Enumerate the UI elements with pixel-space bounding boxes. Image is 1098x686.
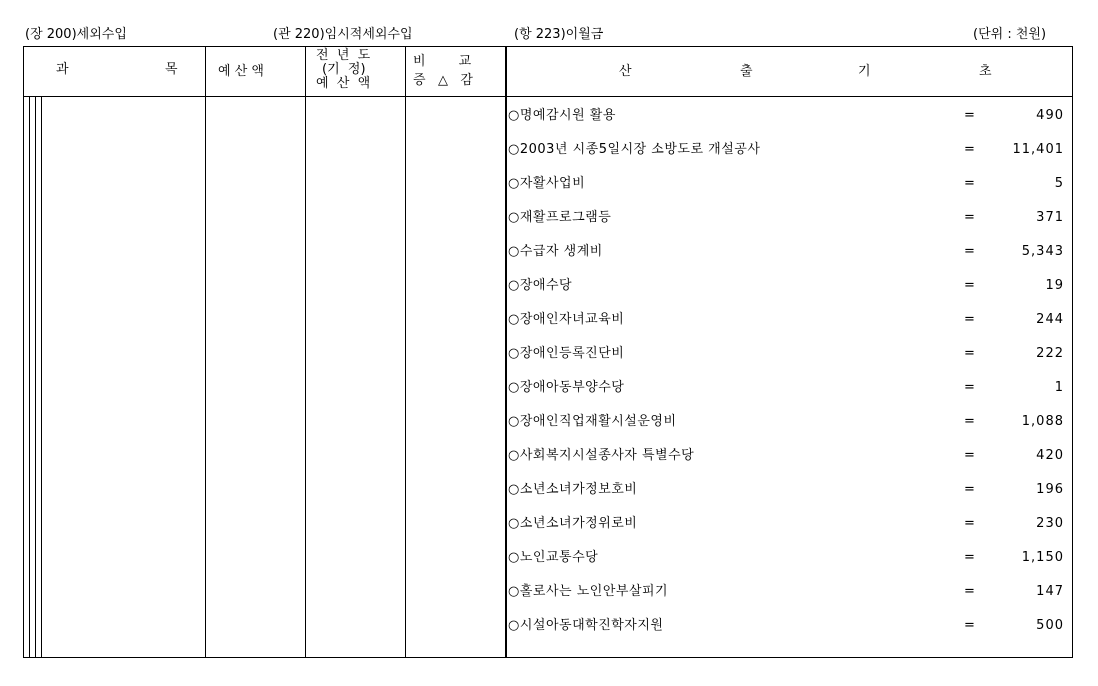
col-divider-4 <box>505 47 507 657</box>
jang-caption: (장 200)세외수입 <box>25 27 127 42</box>
row-eq: = <box>964 278 975 293</box>
col-divider-1 <box>205 47 206 657</box>
row-eq: = <box>964 244 975 259</box>
unit-caption: (단위 : 천원) <box>973 27 1047 42</box>
table-row <box>508 371 1068 405</box>
header-divider <box>24 96 1072 97</box>
header-basis-1: 산 <box>619 64 632 79</box>
row-amount: 230 <box>1036 516 1064 531</box>
hang-caption: (항 223)이월금 <box>514 27 604 42</box>
row-amount: 1 <box>1054 380 1064 395</box>
table-row <box>508 133 1068 167</box>
row-eq: = <box>964 346 975 361</box>
row-amount: 147 <box>1036 584 1064 599</box>
row-desc: ○시설아동대학진학자지원 <box>508 618 664 633</box>
table-row <box>508 201 1068 235</box>
table-row <box>508 303 1068 337</box>
header-prev-year-2: (기 정) <box>322 62 366 77</box>
row-amount: 1,088 <box>1021 414 1064 429</box>
table-row <box>508 609 1068 643</box>
row-amount: 5 <box>1054 176 1064 191</box>
budget-table <box>23 46 1073 658</box>
row-desc: ○자활사업비 <box>508 176 586 191</box>
row-desc: ○장애인직업재활시설운영비 <box>508 414 677 429</box>
row-desc: ○노인교통수당 <box>508 550 599 565</box>
row-amount: 371 <box>1036 210 1064 225</box>
header-prev-year-3: 예 산 액 <box>316 76 371 91</box>
header-compare-2: 증 △ 감 <box>413 73 473 88</box>
col-divider-2 <box>305 47 306 657</box>
table-row <box>508 541 1068 575</box>
row-desc: ○장애인자녀교육비 <box>508 312 625 327</box>
row-eq: = <box>964 482 975 497</box>
row-desc: ○소년소녀가정보호비 <box>508 482 638 497</box>
header-budget: 예 산 액 <box>218 64 264 79</box>
table-row <box>508 99 1068 133</box>
row-desc: ○장애아동부양수당 <box>508 380 625 395</box>
row-desc: ○명예감시원 활용 <box>508 108 616 123</box>
row-amount: 244 <box>1036 312 1064 327</box>
row-amount: 490 <box>1036 108 1064 123</box>
row-eq: = <box>964 380 975 395</box>
row-desc: ○소년소녀가정위로비 <box>508 516 638 531</box>
row-amount: 1,150 <box>1021 550 1064 565</box>
table-row <box>508 337 1068 371</box>
header-prev-year-1: 전 년 도 <box>316 48 371 63</box>
row-amount: 11,401 <box>1012 142 1064 157</box>
table-row <box>508 473 1068 507</box>
row-eq: = <box>964 516 975 531</box>
row-eq: = <box>964 414 975 429</box>
row-amount: 5,343 <box>1021 244 1064 259</box>
gwan-caption: (관 220)임시적세외수입 <box>273 27 413 42</box>
row-eq: = <box>964 312 975 327</box>
row-desc: ○2003년 시종5일시장 소방도로 개설공사 <box>508 142 761 157</box>
row-eq: = <box>964 448 975 463</box>
row-eq: = <box>964 550 975 565</box>
margin-rule-1 <box>29 96 30 657</box>
table-row <box>508 167 1068 201</box>
row-eq: = <box>964 210 975 225</box>
header-gwamok-1: 과 <box>56 62 69 77</box>
row-desc: ○장애인등록진단비 <box>508 346 625 361</box>
row-desc: ○홀로사는 노인안부살피기 <box>508 584 669 599</box>
row-eq: = <box>964 618 975 633</box>
header-basis-2: 출 <box>740 64 753 79</box>
header-basis-4: 초 <box>979 64 992 79</box>
table-row <box>508 575 1068 609</box>
row-desc: ○재활프로그램등 <box>508 210 612 225</box>
row-amount: 196 <box>1036 482 1064 497</box>
header-basis-3: 기 <box>858 64 871 79</box>
row-desc: ○장애수당 <box>508 278 573 293</box>
row-amount: 420 <box>1036 448 1064 463</box>
row-amount: 500 <box>1036 618 1064 633</box>
row-desc: ○수급자 생계비 <box>508 244 603 259</box>
table-row <box>508 439 1068 473</box>
table-row <box>508 235 1068 269</box>
row-amount: 222 <box>1036 346 1064 361</box>
calculation-rows <box>508 99 1068 643</box>
row-eq: = <box>964 108 975 123</box>
row-amount: 19 <box>1045 278 1064 293</box>
table-row <box>508 269 1068 303</box>
col-divider-3 <box>405 47 406 657</box>
row-desc: ○사회복지시설종사자 특별수당 <box>508 448 695 463</box>
row-eq: = <box>964 176 975 191</box>
table-row <box>508 507 1068 541</box>
header-gwamok-2: 목 <box>165 62 178 77</box>
row-eq: = <box>964 584 975 599</box>
header-compare-1: 비 교 <box>413 54 472 69</box>
margin-rule-2 <box>35 96 36 657</box>
table-row <box>508 405 1068 439</box>
margin-rule-3 <box>41 96 42 657</box>
row-eq: = <box>964 142 975 157</box>
